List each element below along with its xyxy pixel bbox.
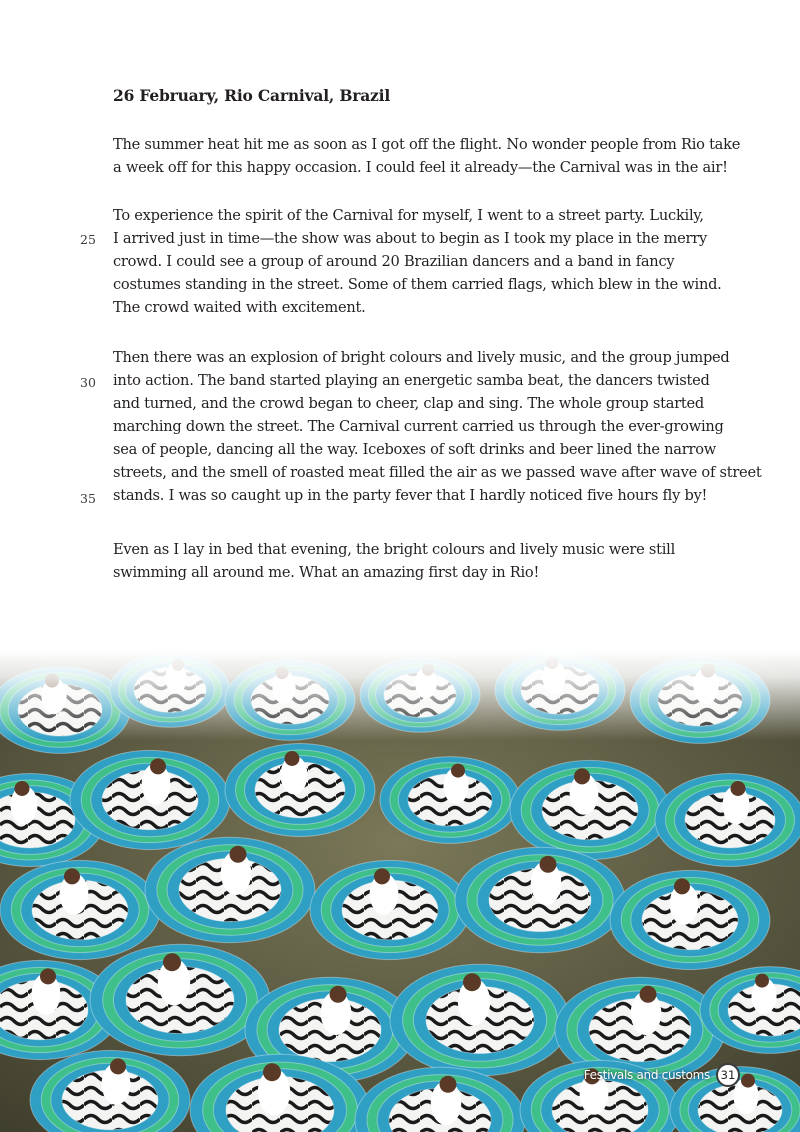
text-line: streets, and the smell of roasted meat filled the air as we passed wave after wave of street <box>113 464 762 481</box>
text-line: sea of people, dancing all the way. Iceboxes of soft drinks and beer lined the narrow <box>113 441 716 458</box>
dancer-figure <box>225 744 375 837</box>
line-number-35: 35 <box>80 491 96 506</box>
paragraph-1 <box>113 133 741 179</box>
text-line: into action. The band started playing an energetic samba beat, the dancers twisted <box>113 372 710 389</box>
text-line: The crowd waited with excitement. <box>113 299 366 316</box>
text-line: Then there was an explosion of bright colours and lively music, and the group jumped <box>113 349 730 366</box>
text-line: The summer heat hit me as soon as I got off the flight. No wonder people from Rio take <box>113 136 741 153</box>
paragraph-3 <box>113 346 762 507</box>
section-label: Festivals and customs <box>583 1068 710 1082</box>
dancer-figure <box>90 944 270 1056</box>
paragraph-2 <box>113 204 722 319</box>
dancer-figure <box>0 860 160 959</box>
text-line: costumes standing in the street. Some of them carried flags, which blew in the wind. <box>113 276 722 293</box>
dancer-figure <box>145 837 315 942</box>
dancer-figure <box>655 774 800 867</box>
carnival-dancers-photo <box>0 650 800 1132</box>
text-line: and turned, and the crowd began to cheer, clap and sing. The whole group started <box>113 395 705 412</box>
diary-entry-title: 26 February, Rio Carnival, Brazil <box>113 86 391 105</box>
dancer-figure <box>310 860 470 959</box>
dancer-figure <box>455 847 625 952</box>
text-line: swimming all around me. What an amazing first day in Rio! <box>113 564 540 581</box>
text-line: I arrived just in time—the show was about to begin as I took my place in the merry <box>113 230 707 247</box>
dancer-figure <box>70 750 230 849</box>
dancer-figure <box>610 870 770 969</box>
dancer-figure <box>390 964 570 1076</box>
text-line: a week off for this happy occasion. I could feel it already—the Carnival was in the air! <box>113 159 728 176</box>
text-line: marching down the street. The Carnival current carried us through the ever-growing <box>113 418 724 435</box>
text-line: To experience the spirit of the Carnival for myself, I went to a street party. Luckily, <box>113 207 704 224</box>
line-number-25: 25 <box>80 232 96 247</box>
text-line: stands. I was so caught up in the party fever that I hardly noticed five hours fly by! <box>113 487 708 504</box>
text-line: crowd. I could see a group of around 20 Brazilian dancers and a band in fancy <box>113 253 675 270</box>
dancer-figure <box>510 760 670 859</box>
text-line: Even as I lay in bed that evening, the bright colours and lively music were still <box>113 541 676 558</box>
page-number-badge: 31 <box>716 1063 740 1087</box>
photo-fade <box>0 650 800 740</box>
page-footer <box>584 1063 740 1087</box>
paragraph-4 <box>113 538 693 584</box>
line-number-30: 30 <box>80 375 96 390</box>
dancer-figure <box>380 757 520 844</box>
